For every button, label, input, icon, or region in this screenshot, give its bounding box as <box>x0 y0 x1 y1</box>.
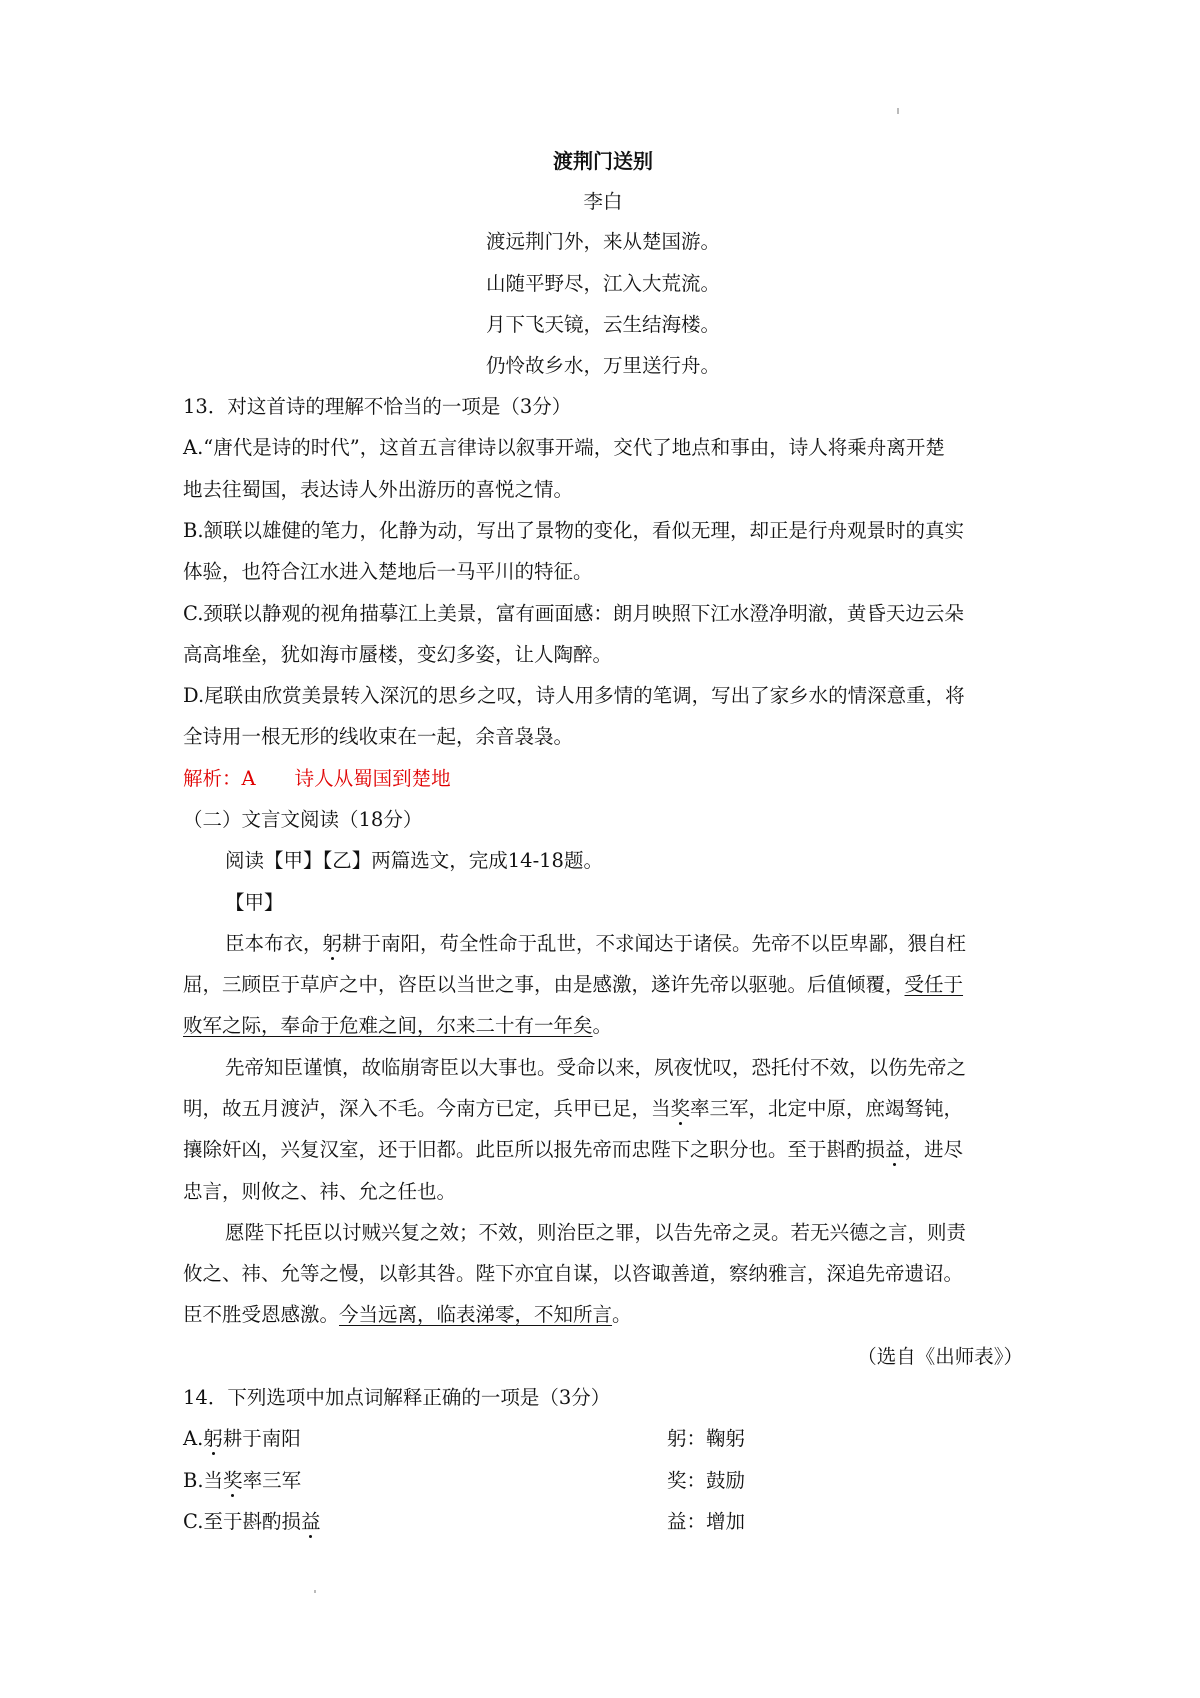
text: 当 <box>203 1469 224 1492</box>
section-instruction: 阅读【甲】【乙】两篇选文，完成14-18题。 <box>225 849 603 872</box>
text: ，进尽 <box>904 1138 964 1161</box>
passage-line: 忠言，则攸之、祎、允之任也。 <box>183 1180 457 1203</box>
q13-option-c: C.颈联以静观的视角描摹江上美景，富有画面感：朗月映照下江水澄净明澈，黄昏天边云朵 <box>183 602 964 625</box>
dotted-char: 躬 <box>203 1427 223 1450</box>
text: 至于斟酌损 <box>203 1510 301 1533</box>
passage-line: 愿陛下托臣以讨贼兴复之效；不效，则治臣之罪，以告先帝之灵。若无兴德之言，则责 <box>225 1221 967 1244</box>
underlined-text: 败军之际，奉命于危难之间，尔来二十有一年矣 <box>183 1014 593 1037</box>
poem-line: 月下飞天镜，云生结海楼。 <box>485 313 720 336</box>
text: 臣本布衣， <box>225 932 323 955</box>
q13-option-b-cont: 体验，也符合江水进入楚地后一马平川的特征。 <box>183 560 593 583</box>
passage-line <box>225 930 1023 958</box>
poem-title: 渡荆门送别 <box>553 149 653 173</box>
passage-source: （选自《出师表》） <box>857 1345 1023 1368</box>
option-explanation: 益：增加 <box>667 1510 746 1533</box>
option-explanation: 奖：鼓励 <box>667 1469 746 1492</box>
passage-line <box>183 1012 1023 1040</box>
text: 臣不胜受恩感激。 <box>183 1303 340 1326</box>
text: 攘除奸凶，兴复汉室，还于旧都。此臣所以报先帝而忠陛下之职分也。至于斟酌损 <box>183 1138 886 1161</box>
option-explanation: 躬：鞠躬 <box>667 1427 746 1450</box>
q14-option-a <box>183 1425 1023 1453</box>
dotted-char: 益 <box>885 1138 905 1161</box>
passage-line <box>183 971 1023 999</box>
passage-line <box>183 1301 1023 1329</box>
option-prefix: C. <box>183 1510 204 1533</box>
q13-option-d-cont: 全诗用一根无形的线收束在一起，余音袅袅。 <box>183 725 574 748</box>
question-13-stem: 13．对这首诗的理解不恰当的一项是（3分） <box>183 395 572 418</box>
q13-answer: 解析：A 诗人从蜀国到楚地 <box>183 767 451 790</box>
text: 耕于南阳 <box>222 1427 301 1450</box>
q13-option-a: A.“唐代是诗的时代”，这首五言律诗以叙事开端，交代了地点和事由，诗人将乘舟离开楚 <box>183 436 945 459</box>
text: 明，故五月渡泸，深入不毛。今南方已定，兵甲已足，当 <box>183 1097 671 1120</box>
q14-option-c <box>183 1508 1023 1536</box>
poem-author: 李白 <box>583 190 623 213</box>
text: 率三军，北定中原，庶竭驽钝， <box>690 1097 964 1120</box>
poem-line: 渡远荆门外，来从楚国游。 <box>485 230 720 253</box>
section-heading: （二）文言文阅读（18分） <box>183 808 423 831</box>
option-prefix: A. <box>183 1427 204 1450</box>
text: 屈，三顾臣于草庐之中，咨臣以当世之事，由是感激，遂许先帝以驱驰。后值倾覆， <box>183 973 905 996</box>
underlined-text: 今当远离，临表涕零，不知所言 <box>339 1303 613 1326</box>
underlined-text: 受任于 <box>904 973 964 996</box>
q13-option-c-cont: 高高堆垒，犹如海市蜃楼，变幻多姿，让人陶醉。 <box>183 643 613 666</box>
dotted-char: 躬 <box>322 932 343 955</box>
q13-option-a-cont: 地去往蜀国，表达诗人外出游历的喜悦之情。 <box>183 478 574 501</box>
passage-label-jia: 【甲】 <box>225 891 284 914</box>
passage-line: 攸之、祎、允等之慢，以彰其咎。陛下亦宜自谋，以咨诹善道，察纳雅言，深追先帝遗诏。 <box>183 1262 964 1285</box>
text: 。 <box>592 1014 613 1037</box>
passage-line: 先帝知臣谨慎，故临崩寄臣以大事也。受命以来，夙夜忧叹，恐托付不效，以伤先帝之 <box>225 1056 967 1079</box>
q14-option-b <box>183 1467 1023 1495</box>
text: 率三军 <box>242 1469 302 1492</box>
dotted-char: 益 <box>300 1510 321 1533</box>
text: 。 <box>612 1303 632 1326</box>
dotted-char: 奖 <box>223 1469 243 1492</box>
scan-mark <box>897 108 899 114</box>
option-prefix: B. <box>183 1469 204 1492</box>
passage-line <box>183 1095 1023 1123</box>
q13-option-d: D.尾联由欣赏美景转入深沉的思乡之叹，诗人用多情的笔调，写出了家乡水的情深意重，将 <box>183 684 965 707</box>
question-14-stem: 14．下列选项中加点词解释正确的一项是（3分） <box>183 1386 611 1409</box>
q13-option-b: B.颔联以雄健的笔力，化静为动，写出了景物的变化，看似无理，却正是行舟观景时的真实 <box>183 519 965 542</box>
passage-line <box>183 1136 1023 1164</box>
poem-line: 仍怜故乡水，万里送行舟。 <box>485 354 720 377</box>
scan-mark <box>314 1590 316 1593</box>
text: 耕于南阳，苟全性命于乱世，不求闻达于诸侯。先帝不以臣卑鄙，猥自枉 <box>342 932 967 955</box>
poem-line: 山随平野尽，江入大荒流。 <box>485 272 720 295</box>
dotted-char: 奖 <box>670 1097 691 1120</box>
